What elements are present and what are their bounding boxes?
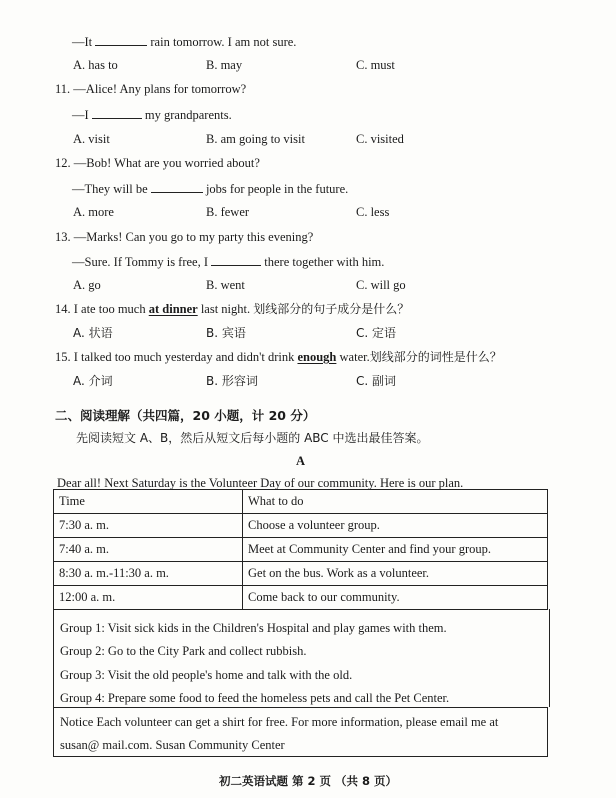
- activity-cell: Get on the bus. Work as a volunteer.: [243, 562, 548, 586]
- q13-option-c: C. will go: [356, 278, 406, 292]
- q11-option-b: B. am going to visit: [206, 132, 305, 146]
- q11-option-c: C. visited: [356, 132, 404, 146]
- q10-option-b: B. may: [206, 58, 243, 72]
- q10-option-a: A. has to: [73, 58, 118, 72]
- volunteer-schedule-table: [53, 489, 548, 610]
- section-heading: 二、阅读理解（共四篇，20 小题，计 20 分）: [55, 408, 316, 423]
- passage-intro: Dear all! Next Saturday is the Volunteer Day of our community. Here is our plan.: [57, 476, 464, 490]
- q15-option-a: A. 介词: [73, 374, 113, 388]
- passage-label: A: [296, 454, 306, 468]
- q13-question: 13. —Marks! Can you go to my party this evening?: [55, 230, 314, 244]
- q13-option-a: A. go: [73, 278, 101, 292]
- page-footer: 初二英语试题 第 2 页 （共 8 页）: [218, 774, 398, 788]
- table-header-row: [54, 490, 548, 514]
- q13-option-b: B. went: [206, 278, 245, 292]
- activity-cell: Choose a volunteer group.: [243, 514, 548, 538]
- groups-block: [53, 609, 550, 707]
- table-row: [54, 538, 548, 562]
- activity-cell: Come back to our community.: [243, 586, 548, 610]
- group-item: Group 1: Visit sick kids in the Children's Hospital and play games with them.: [60, 621, 447, 635]
- notice-box: [53, 707, 548, 757]
- table-row: [54, 514, 548, 538]
- table-header-cell: What to do: [243, 490, 548, 514]
- q12-stem: —They will be jobs for people in the future.: [72, 182, 349, 196]
- time-cell: 8:30 a. m.-11:30 a. m.: [54, 562, 243, 586]
- q14-option-c: C. 定语: [356, 326, 397, 340]
- q11-option-a: A. visit: [73, 132, 110, 146]
- q11-question: 11. —Alice! Any plans for tomorrow?: [55, 82, 247, 96]
- table-row: [54, 586, 548, 610]
- q14-question: 14. I ate too much at dinner last night. 划线部分的句子成分是什么？: [55, 302, 410, 316]
- time-cell: 7:40 a. m.: [54, 538, 243, 562]
- q14-underlined-phrase: at dinner: [148, 302, 198, 316]
- q12-option-b: B. fewer: [206, 205, 250, 219]
- q11-blank: [92, 107, 142, 119]
- group-item: Group 3: Visit the old people's home and talk with the old.: [60, 668, 353, 682]
- q10-stem: —It rain tomorrow. I am not sure.: [72, 35, 297, 49]
- q15-option-c: C. 副词: [356, 374, 397, 388]
- table-row: [54, 562, 548, 586]
- activity-cell: Meet at Community Center and find your group.: [243, 538, 548, 562]
- group-item: Group 4: Prepare some food to feed the homeless pets and call the Pet Center.: [60, 691, 450, 705]
- notice-line: Notice Each volunteer can get a shirt for free. For more information, please email me at: [60, 715, 499, 729]
- q12-blank: [151, 181, 203, 193]
- group-item: Group 2: Go to the City Park and collect rubbish.: [60, 644, 307, 658]
- time-cell: 7:30 a. m.: [54, 514, 243, 538]
- q10-blank: [95, 34, 147, 46]
- q15-option-b: B. 形容词: [206, 374, 258, 388]
- q15-underlined-word: enough: [297, 350, 337, 364]
- q12-question: 12. —Bob! What are you worried about?: [55, 156, 260, 170]
- table-header-cell: Time: [54, 490, 243, 514]
- q12-option-a: A. more: [73, 205, 114, 219]
- q14-option-a: A. 状语: [73, 326, 113, 340]
- notice-line: susan@ mail.com. Susan Community Center: [60, 738, 285, 752]
- q14-option-b: B. 宾语: [206, 326, 246, 340]
- q12-option-c: C. less: [356, 205, 390, 219]
- q11-stem: —I my grandparents.: [72, 108, 232, 122]
- q10-option-c: C. must: [356, 58, 395, 72]
- time-cell: 12:00 a. m.: [54, 586, 243, 610]
- q13-blank: [211, 254, 261, 266]
- q15-question: 15. I talked too much yesterday and didn't drink enough water.划线部分的词性是什么？: [55, 350, 502, 364]
- q13-stem: —Sure. If Tommy is free, I there together with him.: [72, 255, 385, 269]
- section-instruction: 先阅读短文 A、B，然后从短文后每小题的 ABC 中选出最佳答案。: [76, 431, 429, 445]
